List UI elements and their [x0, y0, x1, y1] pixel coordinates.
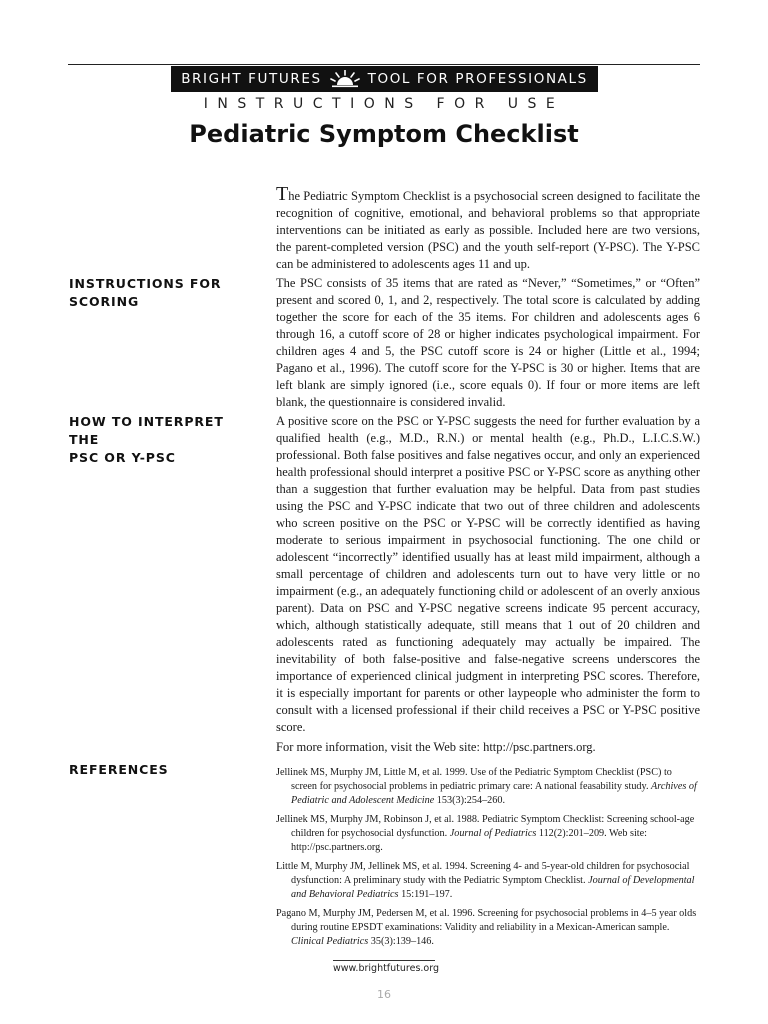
top-rule — [68, 64, 700, 65]
page-number: 16 — [377, 988, 391, 1001]
interpret-section — [276, 413, 700, 756]
interpret-heading-line2: PSC OR Y-PSC — [69, 450, 176, 465]
banner-left-text: BRIGHT FUTURES — [181, 71, 322, 87]
scoring-heading-line2: SCORING — [69, 294, 140, 309]
intro-paragraph: The Pediatric Symptom Checklist is a psychosocial screen designed to facilitate the recognition of cognitive, emotional, and behavioral problems so that appropriate interventions can be initiated as early as possible. Included here are two versions, the parent-completed version (PSC) and the youth self-report (Y-PSC). The Y-PSC can be administered to adolescents ages 11 and up. — [276, 183, 700, 271]
intro-section — [276, 183, 700, 273]
page-title: Pediatric Symptom Checklist — [189, 120, 579, 148]
references-heading: REFERENCES — [69, 762, 169, 777]
references-list — [276, 766, 700, 954]
reference-item: Little M, Murphy JM, Jellinek MS, et al. 1994. Screening 4- and 5-year-old children for psychosocial dysfunction: A preliminary study with the Pediatric Symptom Checklist. Journal of Developmental and Behavioral Pediatrics 15:191–197. — [276, 861, 695, 900]
more-info-line: For more information, visit the Web site: http://psc.partners.org. — [276, 740, 596, 754]
subtitle: INSTRUCTIONS FOR USE — [203, 96, 565, 112]
reference-item: Jellinek MS, Murphy JM, Little M, et al. 1999. Use of the Pediatric Symptom Checklist (PSC) to screen for psychosocial problems in pediatric primary care: A national feasability study. Archives of Pediatric and Adolescent Medicine 153(3):254–260. — [276, 767, 697, 806]
interpret-heading-line1: HOW TO INTERPRET THE — [69, 414, 224, 447]
scoring-heading-line1: INSTRUCTIONS FOR — [69, 276, 222, 291]
reference-item: Pagano M, Murphy JM, Pedersen M, et al. 1996. Screening for psychosocial problems in 4–5 year olds during routine EPSDT examinations: Validity and reliability in a Mexican-American sample. Clinical Pediatrics 35(3):139–146. — [276, 908, 697, 947]
banner-right-text: TOOL FOR PROFESSIONALS — [367, 71, 588, 87]
reference-item: Jellinek MS, Murphy JM, Robinson J, et al. 1988. Pediatric Symptom Checklist: Screening school-age children for psychosocial dysfunction. Journal of Pediatrics 112(2):201–209. Web site: http://psc.partners.org. — [276, 814, 695, 853]
interpret-paragraph: A positive score on the PSC or Y-PSC suggests the need for further evaluation by a qualified health (e.g., M.D., R.N.) or mental health (e.g., Ph.D., L.I.C.S.W.) professional. Both false positives and false negatives occur, and only an experienced health professional should interpret a positive PSC or Y-PSC score as anything other than a suggestion that further evaluation may be helpful. Data from past studies using the PSC and Y-PSC indicate that two out of three children and adolescents who screen positive on the PSC or Y-PSC will be correctly identified as having moderate to serious impairment in psychosocial functioning. The one child or adolescent “incorrectly” identified usually has at least mild impairment, although a small percentage of children and adolescents turn out to have very little or no impairment (e.g., an adequately functioning child or adolescent of an overly anxious parent). Data on PSC and Y-PSC negative screens indicate 95 percent accuracy, which, although statistically adequate, still means that 1 out of 20 children and adolescents rated as functioning adequately may actually be impaired. The inevitability of both false-positive and false-negative screens underscores the importance of experienced clinical judgment in interpreting PSC scores. Therefore, it is especially important for parents or other laypeople who administer the form to consult with a licensed professional if their child receives a PSC or Y-PSC positive score. — [276, 414, 700, 734]
scoring-heading — [69, 275, 259, 311]
scoring-paragraph: The PSC consists of 35 items that are rated as “Never,” “Sometimes,” or “Often” present and scored 0, 1, and 2, respectively. The total score is calculated by adding together the score for each of the 35 items. For children and adolescents ages 6 through 16, a cutoff score of 28 or higher indicates psychological impairment. For children ages 4 and 5, the PSC cutoff score is 24 or higher (Little et al., 1994; Pagano et al., 1996). The cutoff score for the Y-PSC is 30 or higher. Items that are left blank are simply ignored (i.e., score equals 0). If four or more items are left blank, the questionnaire is considered invalid. — [276, 276, 700, 409]
scoring-section — [276, 275, 700, 411]
footer-url[interactable]: www.brightfutures.org — [333, 963, 440, 974]
interpret-heading — [69, 413, 259, 467]
sun-icon — [330, 70, 360, 88]
footer-rule — [333, 960, 435, 961]
brand-banner — [171, 66, 598, 92]
